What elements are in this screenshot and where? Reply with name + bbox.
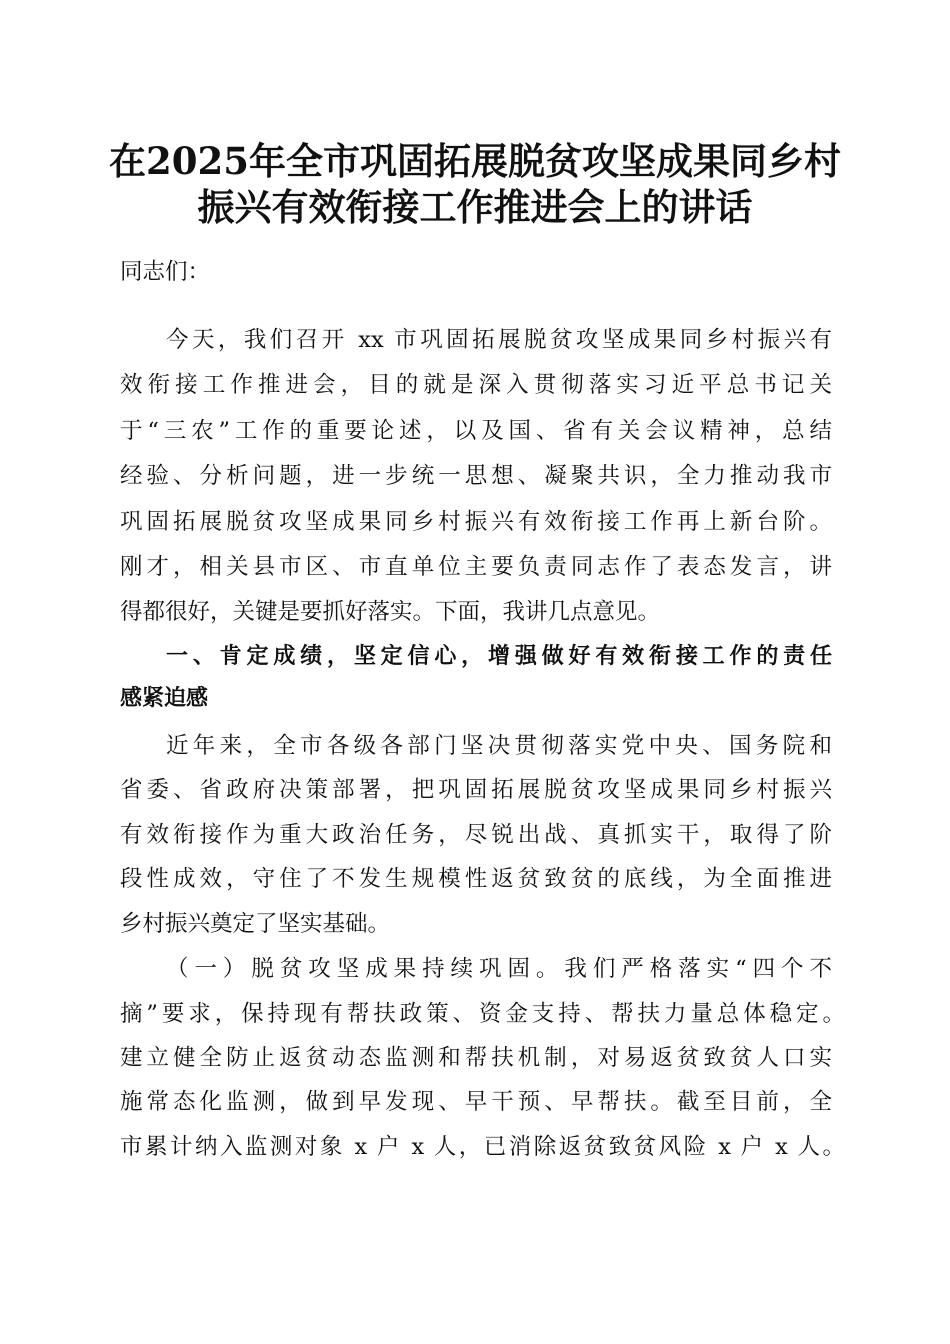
- body-line: 段性成效，守住了不发生规模性返贫致贫的底线，为全面推进: [120, 866, 832, 892]
- body-line: 建立健全防止返贫动态监测和帮扶机制，对易返贫致贫人口实: [120, 1045, 832, 1071]
- body-line: 有效衔接作为重大政治任务，尽锐出战、真抓实干，取得了阶: [120, 822, 832, 848]
- body-line: 巩固拓展脱贫攻坚成果同乡村振兴有效衔接工作再上新台阶。: [120, 509, 832, 535]
- body-line: 近年来，全市各级各部门坚决贯彻落实党中央、国务院和: [166, 733, 832, 759]
- document-title-line-2: 振兴有效衔接工作推进会上的讲话: [197, 185, 753, 229]
- body-line: 摘”要求，保持现有帮扶政策、资金支持、帮扶力量总体稳定。: [120, 1001, 845, 1027]
- salutation: 同志们：: [120, 259, 211, 285]
- body-line: 市累计纳入监测对象 x 户 x 人，已消除返贫致贫风险 x 户 x 人。: [120, 1134, 845, 1160]
- body-line: 施常态化监测，做到早发现、早干预、早帮扶。截至目前，全: [120, 1089, 832, 1115]
- body-line: 得都很好，关键是要抓好落实。下面，我讲几点意见。: [120, 599, 661, 625]
- body-line: 今天，我们召开 xx 市巩固拓展脱贫攻坚成果同乡村振兴有: [166, 327, 832, 353]
- body-line: 刚才，相关县市区、市直单位主要负责同志作了表态发言，讲: [120, 554, 832, 580]
- body-line: 效衔接工作推进会，目的就是深入贯彻落实习近平总书记关: [120, 372, 832, 398]
- body-line: 于“三农”工作的重要论述，以及国、省有关会议精神，总结: [120, 418, 832, 444]
- document-title-line-1: 在2025年全市巩固拓展脱贫攻坚成果同乡村: [109, 139, 841, 183]
- section-heading: 感紧迫感: [120, 686, 209, 711]
- body-line: 经验、分析问题，进一步统一思想、凝聚共识，全力推动我市: [120, 463, 832, 489]
- body-line: 省委、省政府决策部署，把巩固拓展脱贫攻坚成果同乡村振兴: [120, 777, 832, 803]
- section-heading: 一、肯定成绩，坚定信心，增强做好有效衔接工作的责任: [166, 644, 832, 669]
- subsection-line: （一）脱贫攻坚成果持续巩固。我们严格落实“四个不: [166, 956, 832, 982]
- body-line: 乡村振兴奠定了坚实基础。: [120, 911, 391, 937]
